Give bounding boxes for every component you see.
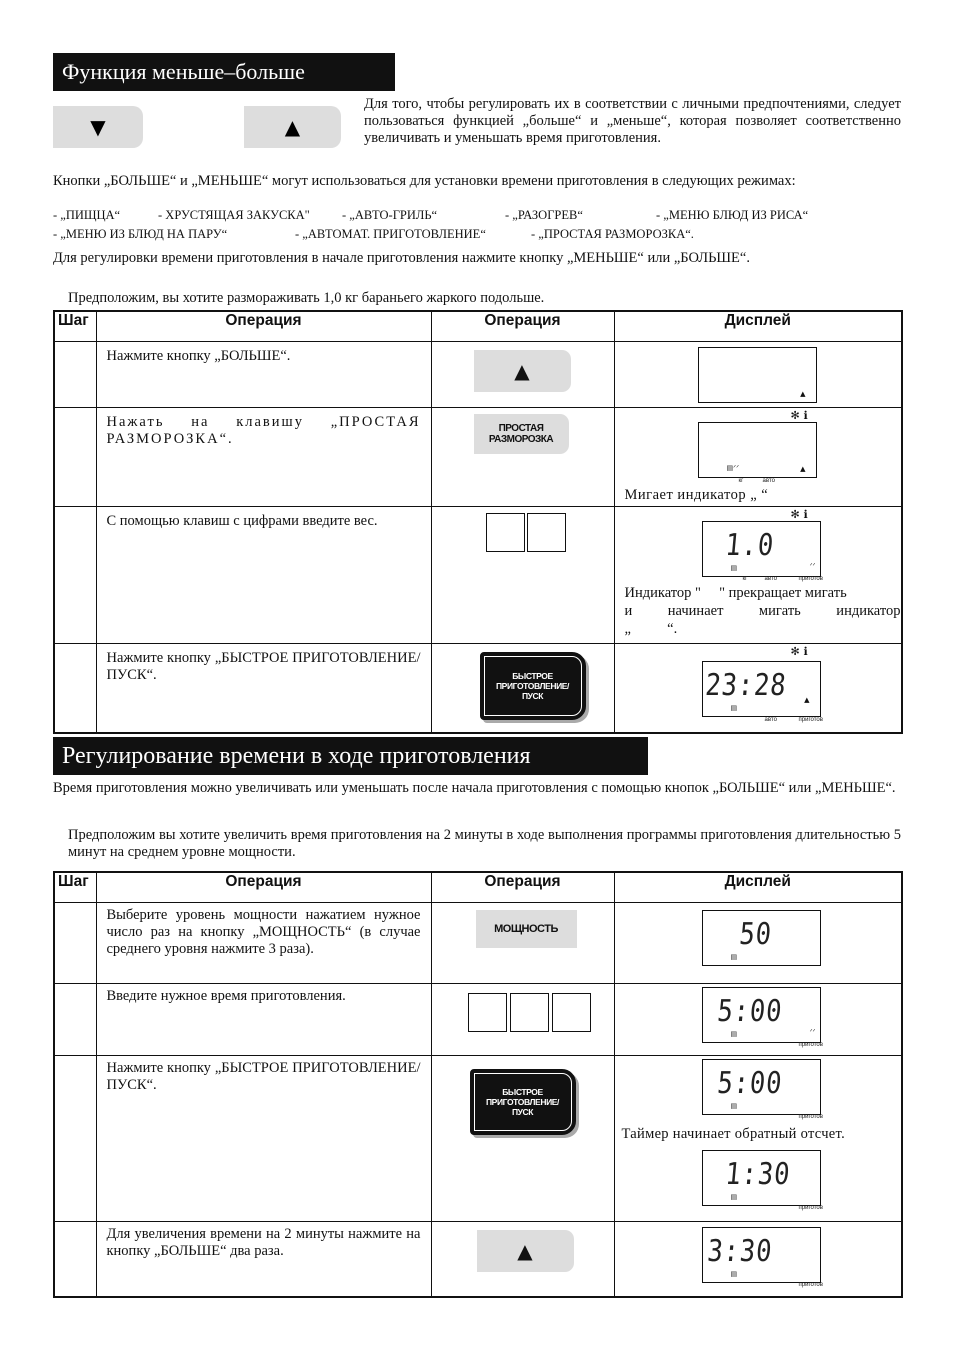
- section-title-adjust-time: Регулирование времени в ходе приготовления: [53, 737, 648, 775]
- lcd-display: [702, 1150, 821, 1206]
- defrost-info-icons: ✻ ℹ: [790, 409, 808, 422]
- arrow-indicator-icon: ▲: [804, 696, 810, 704]
- lcd-label: приготов: [798, 576, 823, 582]
- arrow-indicator-icon: ▲: [800, 390, 806, 398]
- header-operation: Операция: [96, 311, 431, 342]
- section2-intro: Время приготовления можно увеличивать или уменьшать после начала приготовления с помощью кнопок „БОЛЬШЕ“ или „МЕНЬШЕ“.: [53, 780, 896, 796]
- defrost-info-icons: ✻ ℹ: [790, 508, 808, 521]
- modes-intro: Кнопки „БОЛЬШЕ“ и „МЕНЬШЕ“ могут использоваться для установки времени приготовления в следующих режимах:: [53, 173, 796, 189]
- lcd-label: приготов: [798, 717, 823, 723]
- example-1: Предположим, вы хотите размораживать 1,0 кг бараньего жаркого подольше.: [68, 290, 545, 306]
- quick-start-button: БЫСТРОЕ ПРИГОТОВЛЕНИЕ/ ПУСК: [480, 652, 586, 720]
- lcd-digits: 23:28: [703, 668, 788, 703]
- number-key: [510, 993, 549, 1032]
- triangle-up-icon: ▲: [284, 115, 301, 139]
- cook-indicator-icon: ᐟᐟ: [809, 1029, 816, 1036]
- header-display: Дисплей: [614, 872, 902, 903]
- lcd-display: [702, 1227, 821, 1283]
- lcd-label: кг: [738, 478, 744, 484]
- step-operation: Выберите уровень мощности нажатием нужное число раз на кнопку „МОЩНОСТЬ“ (в случае среднего уровня нажмите 3 раза).: [106, 907, 421, 957]
- lcd-label: приготов: [798, 1205, 823, 1211]
- lcd-label: приготов: [798, 1114, 823, 1120]
- lcd-label: авто: [764, 576, 777, 582]
- step-operation: С помощью клавиш с цифрами введите вес.: [106, 513, 378, 529]
- mode-item: - „ПРОСТАЯ РАЗМОРОЗКА“.: [531, 227, 694, 241]
- header-operation-2: Операция: [431, 872, 614, 903]
- triangle-up-icon: ▲: [514, 359, 530, 383]
- power-indicator-icon: ▤: [730, 1031, 738, 1038]
- adjust-note: Для регулировки времени приготовления в начале приготовления нажмите кнопку „МЕНЬШЕ“ или „БОЛЬШЕ“.: [53, 250, 750, 266]
- steps-table-1: [53, 310, 903, 734]
- lcd-digits: 1.0: [723, 528, 776, 563]
- lcd-display: [702, 910, 821, 966]
- number-key: [468, 993, 507, 1032]
- display-note: „ “.: [624, 621, 678, 637]
- example-2: Предположим вы хотите увеличить время приготовления на 2 минуты в ходе выполнения программы приготовления длительностью 5 минут на среднем уровне мощности.: [68, 827, 901, 860]
- step-operation: Введите нужное время приготовления.: [106, 988, 346, 1004]
- number-key: [552, 993, 591, 1032]
- section-title-less-more: Функция меньше–больше: [53, 53, 395, 91]
- more-button: [474, 350, 571, 392]
- lcd-label: приготов: [798, 1042, 823, 1048]
- step-operation: Нажмите кнопку „БЫСТРОЕ ПРИГОТОВЛЕНИЕ/ПУСК“.: [106, 650, 421, 683]
- display-note: Мигает индикатор „ “: [624, 487, 769, 503]
- easy-defrost-button: ПРОСТАЯ РАЗМОРОЗКА: [474, 414, 569, 454]
- lcd-label: авто: [764, 717, 777, 723]
- header-operation: Операция: [96, 872, 431, 903]
- lcd-digits: 1:30: [723, 1157, 792, 1192]
- more-button: [477, 1230, 574, 1272]
- lcd-digits: 5:00: [715, 1066, 784, 1101]
- lcd-display: [702, 987, 821, 1043]
- lcd-display: [698, 347, 817, 403]
- power-button: МОЩНОСТЬ: [476, 910, 577, 948]
- lcd-label: авто: [762, 478, 775, 484]
- lcd-display: [702, 1059, 821, 1115]
- lcd-display: [698, 422, 817, 478]
- number-key: [486, 513, 525, 552]
- power-indicator-icon: ▤: [730, 1103, 738, 1110]
- lcd-digits: 5:00: [715, 994, 784, 1029]
- display-note: Индикатор " " прекращает мигать: [624, 585, 847, 601]
- less-button: [53, 106, 143, 148]
- mode-item: - „АВТО-ГРИЛЬ“: [342, 208, 438, 222]
- power-indicator-icon: ▤: [730, 954, 738, 961]
- arrow-indicator-icon: ▲: [800, 465, 806, 473]
- power-indicator-icon: ▤: [730, 1194, 738, 1201]
- header-step: Шаг: [54, 872, 96, 903]
- lcd-display: [702, 521, 821, 577]
- cook-indicator-icon: ᐟᐟ: [809, 563, 816, 570]
- mode-item: - „МЕНЮ ИЗ БЛЮД НА ПАРУ“: [53, 227, 228, 241]
- triangle-up-icon: ▲: [517, 1239, 533, 1263]
- defrost-info-icons: ✻ ℹ: [790, 645, 808, 658]
- mode-item: - „РАЗОГРЕВ“: [505, 208, 583, 222]
- power-indicator-icon: ▤: [730, 1271, 738, 1278]
- mode-item: - „АВТОМАТ. ПРИГОТОВЛЕНИЕ“: [295, 227, 486, 241]
- header-display: Дисплей: [614, 311, 902, 342]
- quick-start-button: БЫСТРОЕ ПРИГОТОВЛЕНИЕ/ ПУСК: [470, 1069, 576, 1135]
- intro-paragraph: Для того, чтобы регулировать их в соответствии с личными предпочтениями, следует пользоваться функцией „больше“ и „меньше“, которая позволяет соответственно увеличивать и уменьшать время приготовления.: [364, 96, 901, 146]
- steps-table-2: [53, 871, 903, 1298]
- lcd-display: [702, 661, 821, 717]
- power-indicator-icon: ▤: [730, 705, 738, 712]
- step-operation: Для увеличения времени на 2 минуты нажмите на кнопку „БОЛЬШЕ“ два раза.: [106, 1226, 421, 1259]
- header-operation-2: Операция: [431, 311, 614, 342]
- step-operation: Нажмите кнопку „БЫСТРОЕ ПРИГОТОВЛЕНИЕ/ПУСК“.: [106, 1060, 421, 1093]
- mode-item: - „МЕНЮ БЛЮД ИЗ РИСА“: [656, 208, 809, 222]
- mode-item: - „ПИЩЦА“: [53, 208, 121, 222]
- triangle-down-icon: ▼: [90, 115, 106, 139]
- display-note: Таймер начинает обратный отсчет.: [621, 1126, 846, 1142]
- lcd-digits: 3:30: [705, 1234, 774, 1269]
- lcd-label: кг: [742, 576, 748, 582]
- power-indicator-icon: ▤: [730, 565, 738, 572]
- number-key: [527, 513, 566, 552]
- mode-item: - ХРУСТЯЩАЯ ЗАКУСКА": [158, 208, 310, 222]
- display-note: и начинает мигать индикатор: [624, 603, 901, 619]
- header-step: Шаг: [54, 311, 96, 342]
- step-operation: Нажмите кнопку „БОЛЬШЕ“.: [106, 348, 291, 364]
- lcd-digits: 50: [737, 917, 773, 952]
- power-indicator-icon: ▤ᐟᐟ: [726, 465, 740, 472]
- more-button: [244, 106, 341, 148]
- step-operation: Нажать на клавишу „ПРОСТАЯ РАЗМОРОЗКА“.: [106, 414, 421, 447]
- lcd-label: приготов: [798, 1282, 823, 1288]
